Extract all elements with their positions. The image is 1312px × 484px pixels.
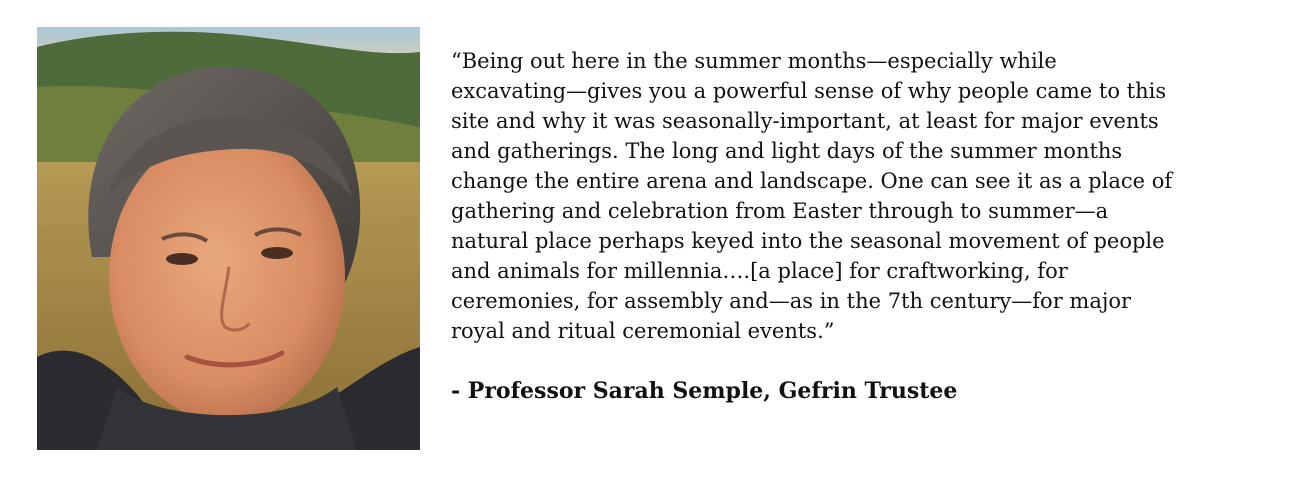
quote-line: gathering and celebration from Easter through to summer—a: [451, 199, 1109, 223]
quote-text: [451, 46, 1281, 346]
quote-line: excavating—gives you a powerful sense of why people came to this: [451, 79, 1167, 103]
quote-line: and animals for millennia….[a place] for craftworking, for: [451, 259, 1068, 283]
quote-line: royal and ritual ceremonial events.”: [451, 319, 835, 343]
portrait-photo: [37, 27, 420, 450]
quote-block: [451, 46, 1281, 406]
quote-line: site and why it was seasonally-important, at least for major events: [451, 109, 1159, 133]
quote-line: ceremonies, for assembly and—as in the 7th century—for major: [451, 289, 1132, 313]
portrait-image: [37, 27, 420, 450]
quote-line: change the entire arena and landscape. One can see it as a place of: [451, 169, 1173, 193]
quote-line: natural place perhaps keyed into the seasonal movement of people: [451, 229, 1165, 253]
quote-line: and gatherings. The long and light days of the summer months: [451, 139, 1123, 163]
quote-line: “Being out here in the summer months—especially while: [451, 49, 1057, 73]
attribution: - Professor Sarah Semple, Gefrin Trustee: [451, 378, 958, 404]
